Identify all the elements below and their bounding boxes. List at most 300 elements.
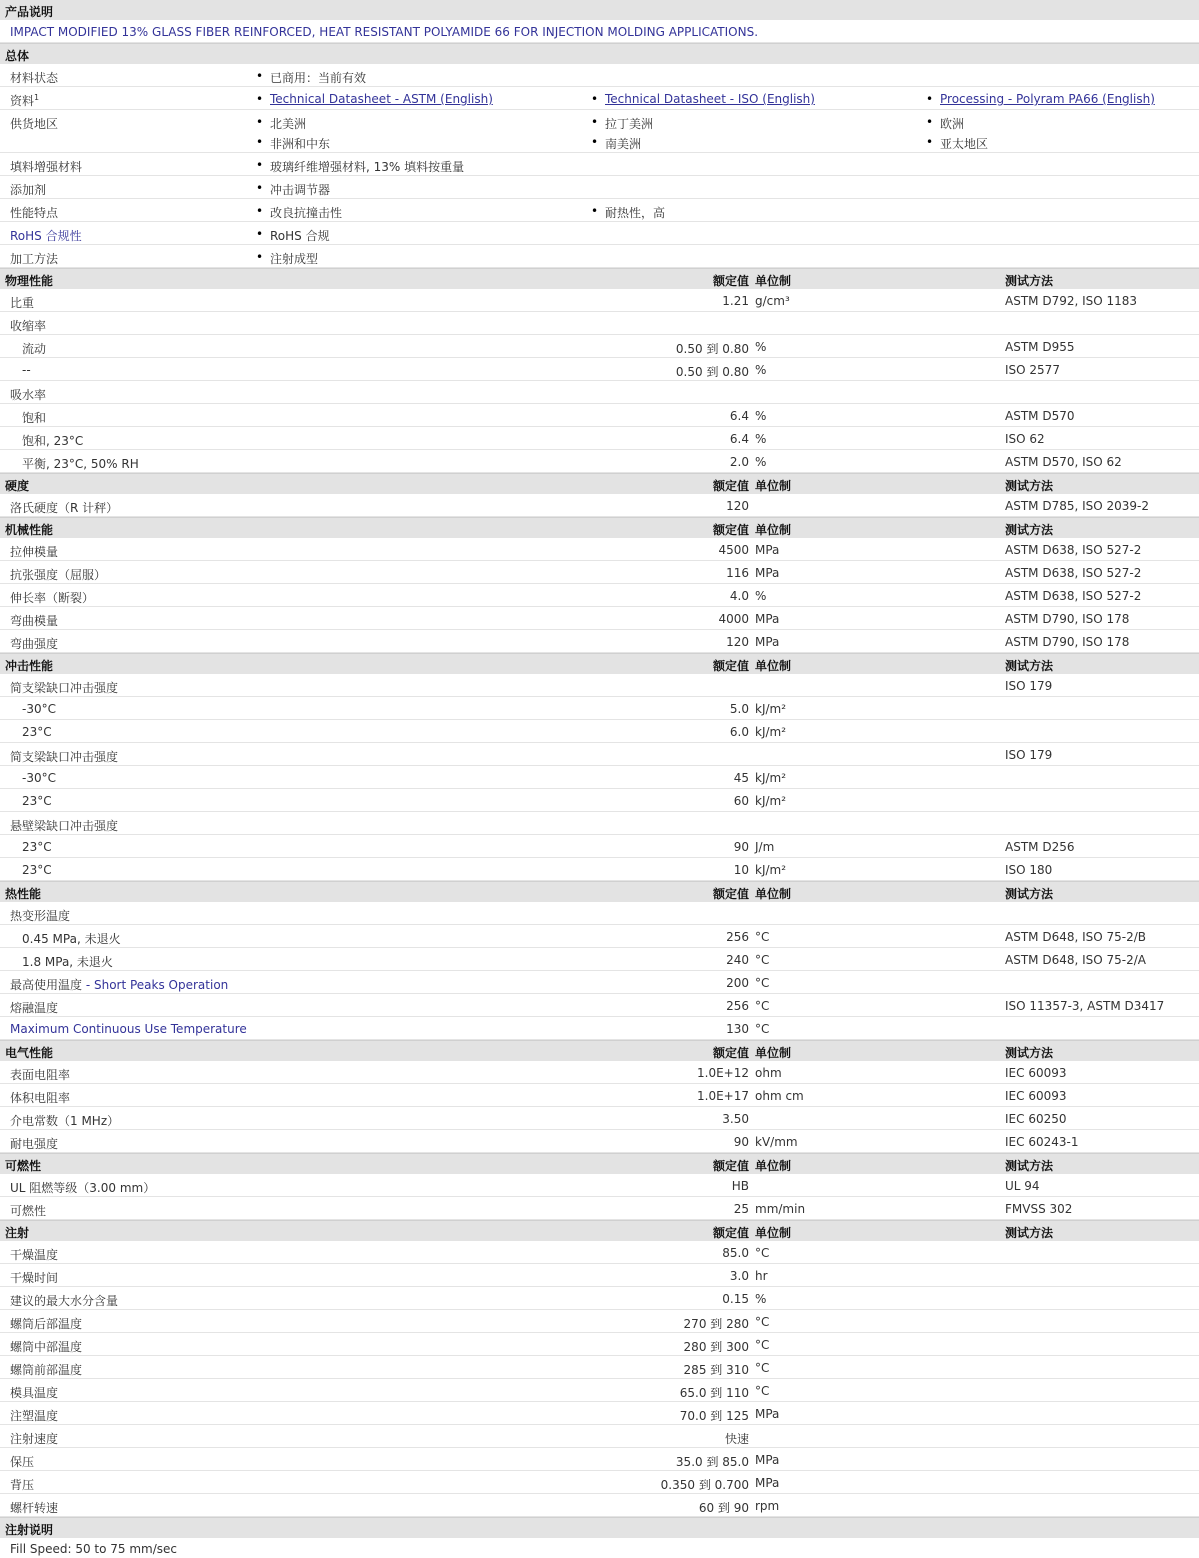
property-label (10, 635, 58, 652)
property-label (10, 317, 46, 334)
property-label (10, 1202, 46, 1219)
property-row (0, 584, 1199, 607)
property-label-text: UL 阻燃等级（3.00 mm） (10, 1181, 156, 1195)
property-label (10, 1361, 82, 1378)
property-row (0, 1130, 1199, 1153)
property-label-text: 收缩率 (10, 319, 47, 333)
property-value: 10 (733, 863, 749, 877)
property-value: 1.0E+12 (697, 1066, 749, 1080)
property-label-text: 螺筒前部温度 (10, 1363, 83, 1377)
property-row (0, 902, 1199, 925)
property-method: ISO 11357-3, ASTM D3417 (1005, 999, 1165, 1013)
property-row (0, 1287, 1199, 1310)
property-unit: °C (755, 1384, 770, 1398)
property-unit: °C (755, 1338, 770, 1352)
property-label (10, 294, 34, 311)
property-unit: g/cm³ (755, 294, 790, 308)
property-value: 130 (726, 1022, 749, 1036)
property-unit: °C (755, 999, 770, 1013)
property-label (22, 702, 56, 716)
property-label (10, 612, 58, 629)
property-row (0, 1017, 1199, 1040)
property-row (0, 538, 1199, 561)
property-label-text: 螺筒后部温度 (10, 1317, 83, 1331)
property-label-text: 饱和 (22, 411, 47, 425)
property-row (0, 1471, 1199, 1494)
processing-method-row (0, 245, 1199, 268)
property-value: 60 到 90 (698, 1501, 749, 1515)
property-label (22, 863, 52, 877)
property-row (0, 858, 1199, 881)
property-label (10, 679, 118, 696)
property-value: 116 (726, 566, 749, 580)
column-header-unit: 单位制 (755, 274, 792, 288)
property-label (10, 543, 58, 560)
property-value: 70.0 到 125 (679, 1409, 749, 1423)
property-label-text: 比重 (10, 296, 35, 310)
section-thermal (0, 881, 1199, 902)
property-label-text: 悬壁梁缺口冲击强度 (10, 819, 119, 833)
property-row (0, 1107, 1199, 1130)
property-label-text: Maximum Continuous Use Temperature (10, 1022, 247, 1036)
property-unit: % (755, 589, 767, 603)
property-value: 270 到 280 (683, 1317, 749, 1331)
property-label (10, 1269, 58, 1286)
property-value: 200 (726, 976, 749, 990)
property-method: ISO 180 (1005, 863, 1053, 877)
rohs-label: RoHS 合规性 (10, 229, 82, 243)
literature-label: 资料$^1$ (10, 93, 40, 108)
property-unit: mm/min (755, 1202, 806, 1216)
property-unit: MPa (755, 635, 780, 649)
property-label-text: -30°C (22, 771, 56, 785)
property-label-text: 伸长率（断裂） (10, 591, 95, 605)
property-unit: ohm cm (755, 1089, 804, 1103)
property-unit: J/m (755, 840, 775, 854)
property-unit: MPa (755, 1453, 780, 1467)
property-label (10, 386, 46, 403)
section-injection (0, 1220, 1199, 1241)
column-header-value: 额定值 (712, 887, 749, 901)
property-value: 1.21 (722, 294, 749, 308)
property-label-text: 背压 (10, 1478, 35, 1492)
column-header-unit: 单位制 (755, 1159, 792, 1173)
property-method: ASTM D790, ISO 178 (1005, 635, 1130, 649)
property-label (22, 771, 56, 785)
column-header-method: 测试方法 (1005, 1226, 1054, 1240)
property-row (0, 720, 1199, 743)
property-label (10, 1453, 34, 1470)
product-description: IMPACT MODIFIED 13% GLASS FIBER REINFORCED, HEAT RESISTANT POLYAMIDE 66 FOR INJECTION MOLDING APPLICATIONS. (10, 25, 759, 39)
product-description-row (0, 20, 1199, 43)
availability-item: • 拉丁美洲 (605, 115, 653, 132)
property-label-text: 洛氏硬度（R 计秤） (10, 501, 119, 515)
feature-item: • 耐热性，高 (605, 204, 665, 221)
property-unit: kJ/m² (755, 725, 787, 739)
section-title: 硬度 (5, 479, 30, 493)
property-label (10, 907, 70, 924)
column-header-method: 测试方法 (1005, 479, 1054, 493)
property-label (10, 748, 118, 765)
property-value: 4500 (718, 543, 749, 557)
property-value: 90 (733, 1135, 749, 1149)
property-row (0, 789, 1199, 812)
section-product (0, 0, 1199, 20)
column-header-unit: 单位制 (755, 659, 792, 673)
property-label (10, 1292, 118, 1309)
property-row (0, 312, 1199, 335)
property-unit: °C (755, 1022, 770, 1036)
property-method: ISO 179 (1005, 748, 1053, 762)
property-label (10, 1179, 155, 1196)
property-value: 3.50 (722, 1112, 749, 1126)
property-label (10, 1384, 58, 1401)
property-label-text: 注塑温度 (10, 1409, 59, 1423)
property-label-text: 弯曲强度 (10, 637, 59, 651)
section-title: 产品说明 (5, 5, 54, 19)
property-label (10, 1407, 58, 1424)
property-unit: kJ/m² (755, 702, 787, 716)
property-unit: kV/mm (755, 1135, 798, 1149)
property-label-text: 弯曲模量 (10, 614, 59, 628)
column-header-value: 额定值 (712, 479, 749, 493)
injection-notes-text: Fill Speed: 50 to 75 mm/sec (10, 1542, 178, 1556)
property-label-text: 抗张强度（屈服） (10, 568, 107, 582)
property-row (0, 1494, 1199, 1517)
column-header-method: 测试方法 (1005, 1046, 1054, 1060)
column-header-method: 测试方法 (1005, 887, 1054, 901)
additive-label: 添加剂 (10, 183, 47, 197)
section-title: 热性能 (5, 887, 42, 901)
processing-method-label: 加工方法 (10, 252, 59, 266)
material-status-value: • 已商用：当前有效 (270, 69, 366, 86)
property-method: IEC 60250 (1005, 1112, 1067, 1126)
property-label (22, 794, 52, 808)
property-label-text: 体积电阻率 (10, 1091, 71, 1105)
property-label-text: 0.45 MPa, 未退火 (22, 932, 121, 946)
section-impact (0, 653, 1199, 674)
property-unit: °C (755, 1315, 770, 1329)
property-label-text: 保压 (10, 1455, 35, 1469)
property-method: ASTM D955 (1005, 340, 1075, 354)
property-method: ASTM D792, ISO 1183 (1005, 294, 1138, 308)
property-row (0, 697, 1199, 720)
property-value: 4000 (718, 612, 749, 626)
property-label (10, 999, 58, 1016)
property-label (22, 455, 139, 472)
property-row (0, 1425, 1199, 1448)
property-label-text: 23°C (22, 794, 52, 808)
property-value: 0.350 到 0.700 (660, 1478, 749, 1492)
property-row (0, 1174, 1199, 1197)
property-value: 快速 (724, 1432, 749, 1446)
property-label-text: 介电常数（1 MHz） (10, 1114, 120, 1128)
property-method: ASTM D638, ISO 527-2 (1005, 566, 1142, 580)
property-method: ASTM D638, ISO 527-2 (1005, 543, 1142, 557)
property-label (10, 1476, 34, 1493)
property-unit: % (755, 340, 767, 354)
property-label-text: 简支梁缺口冲击强度 (10, 750, 119, 764)
property-method: ASTM D638, ISO 527-2 (1005, 589, 1142, 603)
property-label-text: -30°C (22, 702, 56, 716)
property-row (0, 674, 1199, 697)
column-header-value: 额定值 (712, 274, 749, 288)
feature-item: • 改良抗撞击性 (270, 204, 342, 221)
property-row (0, 994, 1199, 1017)
property-row (0, 812, 1199, 835)
property-row (0, 1379, 1199, 1402)
property-value: 240 (726, 953, 749, 967)
property-row (0, 1356, 1199, 1379)
column-header-value: 额定值 (712, 523, 749, 537)
property-row (0, 925, 1199, 948)
availability-label: 供货地区 (10, 117, 59, 131)
property-unit: % (755, 409, 767, 423)
property-label (10, 1499, 58, 1516)
property-unit: MPa (755, 566, 780, 580)
property-unit: °C (755, 976, 770, 990)
property-label (22, 930, 121, 947)
property-unit: % (755, 1292, 767, 1306)
property-row (0, 948, 1199, 971)
property-label (22, 840, 52, 854)
rohs-value: • RoHS 合规 (270, 227, 330, 244)
property-label-text: 简支梁缺口冲击强度 (10, 681, 119, 695)
column-header-value: 额定值 (712, 1159, 749, 1173)
property-label-text: 23°C (22, 725, 52, 739)
property-method: ASTM D785, ISO 2039-2 (1005, 499, 1150, 513)
property-value: 6.0 (729, 725, 749, 739)
property-label (10, 1338, 82, 1355)
section-title: 机械性能 (5, 523, 54, 537)
property-value: 256 (726, 930, 749, 944)
property-unit: °C (755, 1361, 770, 1375)
property-label (10, 566, 106, 583)
material-status-label: 材料状态 (10, 71, 59, 85)
property-row (0, 743, 1199, 766)
property-label (22, 409, 46, 426)
property-method: ASTM D648, ISO 75-2/B (1005, 930, 1147, 944)
property-unit: ohm (755, 1066, 782, 1080)
property-method: IEC 60093 (1005, 1089, 1067, 1103)
property-value: HB (731, 1179, 749, 1193)
property-label-text: 干燥时间 (10, 1271, 59, 1285)
property-unit: kJ/m² (755, 794, 787, 808)
additive-value: • 冲击调节器 (270, 181, 330, 198)
property-value: 285 到 310 (683, 1363, 749, 1377)
property-label (10, 817, 118, 834)
section-electrical (0, 1040, 1199, 1061)
property-value: 0.50 到 0.80 (675, 365, 749, 379)
column-header-method: 测试方法 (1005, 523, 1054, 537)
column-header-method: 测试方法 (1005, 274, 1054, 288)
property-row (0, 404, 1199, 427)
column-header-value: 额定值 (712, 1226, 749, 1240)
property-label (22, 953, 113, 970)
features-label: 性能特点 (10, 206, 59, 220)
literature-row (0, 87, 1199, 110)
property-row (0, 1241, 1199, 1264)
property-row (0, 630, 1199, 653)
property-unit: rpm (755, 1499, 780, 1513)
literature-link-iso[interactable]: • Technical Datasheet - ISO (English) (605, 92, 815, 106)
column-header-unit: 单位制 (755, 1046, 792, 1060)
property-row (0, 1333, 1199, 1356)
property-label-text: 1.8 MPa, 未退火 (22, 955, 113, 969)
property-method: IEC 60093 (1005, 1066, 1067, 1080)
section-injection-notes (0, 1517, 1199, 1538)
property-row (0, 289, 1199, 312)
property-row (0, 607, 1199, 630)
availability-item: • 非洲和中东 (270, 135, 330, 152)
availability-item: • 北美洲 (270, 115, 306, 132)
column-header-unit: 单位制 (755, 887, 792, 901)
column-header-unit: 单位制 (755, 479, 792, 493)
property-label-text: 注射速度 (10, 1432, 59, 1446)
section-title: 物理性能 (5, 274, 54, 288)
injection-notes-row (0, 1538, 1199, 1558)
property-method: UL 94 (1005, 1179, 1040, 1193)
property-label (22, 340, 46, 357)
property-value: 280 到 300 (683, 1340, 749, 1354)
column-header-unit: 单位制 (755, 1226, 792, 1240)
property-value: 256 (726, 999, 749, 1013)
property-row (0, 835, 1199, 858)
property-label (10, 589, 94, 606)
property-value: 45 (733, 771, 749, 785)
property-label-text: 螺筒中部温度 (10, 1340, 83, 1354)
property-value: 2.0 (729, 455, 749, 469)
property-label-text: 流动 (22, 342, 47, 356)
property-value: 0.15 (722, 1292, 749, 1306)
section-title: 注射 (5, 1226, 30, 1240)
property-value: 5.0 (729, 702, 749, 716)
column-header-value: 额定值 (712, 1046, 749, 1060)
availability-item: • 南美洲 (605, 135, 641, 152)
property-value: 90 (733, 840, 749, 854)
property-label-text: 饱和, 23°C (22, 434, 84, 448)
property-label-text: 耐电强度 (10, 1137, 59, 1151)
property-row (0, 427, 1199, 450)
property-value: 65.0 到 110 (679, 1386, 749, 1400)
property-label-text: 热变形温度 (10, 909, 71, 923)
column-header-method: 测试方法 (1005, 659, 1054, 673)
property-label-text: 表面电阻率 (10, 1068, 71, 1082)
property-label-text: 可燃性 (10, 1204, 47, 1218)
property-row (0, 1264, 1199, 1287)
property-method: ISO 179 (1005, 679, 1053, 693)
section-general (0, 43, 1199, 64)
property-label (10, 499, 118, 516)
processing-method-value: • 注射成型 (270, 250, 318, 267)
property-row (0, 561, 1199, 584)
property-row (0, 358, 1199, 381)
property-label (22, 363, 31, 377)
property-label (10, 976, 228, 993)
property-label (10, 1430, 58, 1447)
additive-row (0, 176, 1199, 199)
property-method: ASTM D570 (1005, 409, 1075, 423)
property-label (22, 432, 83, 449)
property-row (0, 381, 1199, 404)
property-row (0, 1448, 1199, 1471)
property-label-text: 干燥温度 (10, 1248, 59, 1262)
property-label-text: 23°C (22, 840, 52, 854)
section-title: 电气性能 (5, 1046, 54, 1060)
property-row (0, 1402, 1199, 1425)
property-unit: hr (755, 1269, 768, 1283)
availability-item: • 亚太地区 (940, 135, 988, 152)
property-value: 1.0E+17 (697, 1089, 749, 1103)
filler-label: 填料增强材料 (10, 160, 83, 174)
section-hardness (0, 473, 1199, 494)
property-value: 6.4 (729, 432, 749, 446)
property-label (10, 1246, 58, 1263)
property-unit: MPa (755, 1476, 780, 1490)
property-unit: kJ/m² (755, 863, 787, 877)
property-label (10, 1135, 58, 1152)
property-value: 3.0 (729, 1269, 749, 1283)
property-method: ASTM D648, ISO 75-2/A (1005, 953, 1146, 967)
property-value: 4.0 (729, 589, 749, 603)
property-value: 85.0 (722, 1246, 749, 1260)
section-physical (0, 268, 1199, 289)
property-row (0, 1084, 1199, 1107)
literature-link-astm[interactable]: • Technical Datasheet - ASTM (English) (270, 92, 493, 106)
property-label-text: -- (22, 363, 31, 377)
property-row (0, 335, 1199, 358)
property-label-text: 拉伸模量 (10, 545, 59, 559)
filler-row (0, 153, 1199, 176)
property-label-text: 平衡, 23°C, 50% RH (22, 457, 139, 471)
property-value: 25 (733, 1202, 749, 1216)
property-label (10, 1089, 70, 1106)
rohs-row (0, 222, 1199, 245)
section-title: 冲击性能 (5, 659, 54, 673)
property-row (0, 1061, 1199, 1084)
property-value: 120 (726, 499, 749, 513)
section-mechanical (0, 517, 1199, 538)
property-method: ASTM D256 (1005, 840, 1075, 854)
property-method: ISO 2577 (1005, 363, 1060, 377)
property-label (22, 725, 52, 739)
property-value: 60 (733, 794, 749, 808)
property-value: 6.4 (729, 409, 749, 423)
property-label-text: 螺杆转速 (10, 1501, 59, 1515)
property-unit: % (755, 363, 767, 377)
property-label-text: 建议的最大水分含量 (10, 1294, 119, 1308)
property-value: 120 (726, 635, 749, 649)
property-method: FMVSS 302 (1005, 1202, 1073, 1216)
material-status-row (0, 64, 1199, 87)
section-flammability (0, 1153, 1199, 1174)
literature-link-processing[interactable]: • Processing - Polyram PA66 (English) (940, 92, 1155, 106)
property-row (0, 494, 1199, 517)
property-method: ASTM D790, ISO 178 (1005, 612, 1130, 626)
section-title: 可燃性 (5, 1159, 42, 1173)
property-value: 0.50 到 0.80 (675, 342, 749, 356)
property-row (0, 1310, 1199, 1333)
filler-value: • 玻璃纤维增强材料, 13% 填料按重量 (270, 158, 464, 175)
property-label-suffix: - Short Peaks Operation (82, 978, 229, 992)
availability-row (0, 110, 1199, 153)
property-row (0, 450, 1199, 473)
property-label-text: 吸水率 (10, 388, 47, 402)
property-unit: MPa (755, 1407, 780, 1421)
property-unit: % (755, 455, 767, 469)
section-title: 总体 (5, 49, 30, 63)
property-label-text: 最高使用温度 (10, 978, 83, 992)
